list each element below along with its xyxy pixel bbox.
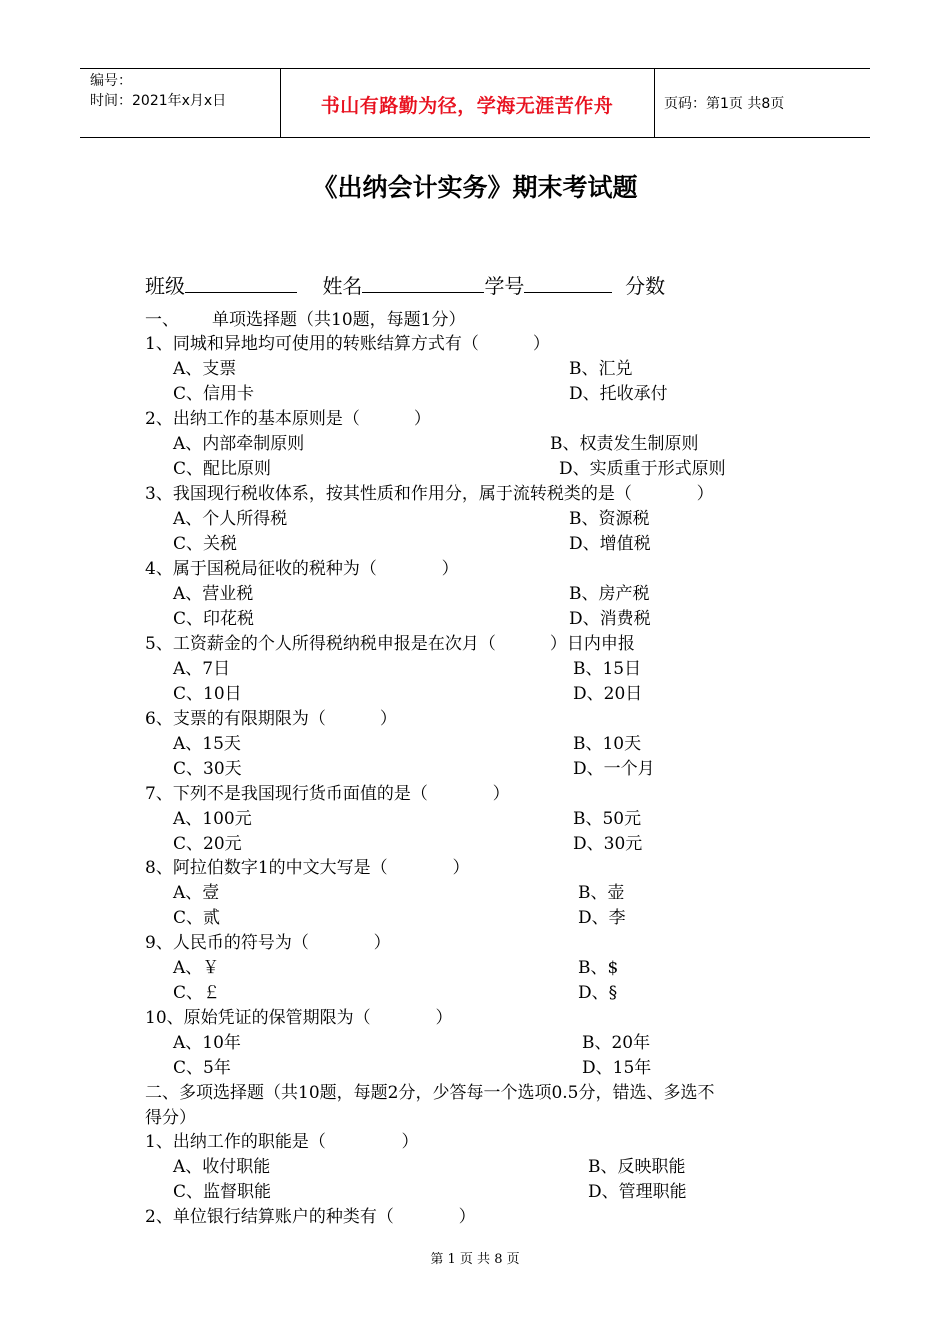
question-text: 4、属于国税局征收的税种为（ ） [145,559,459,579]
option-a: A、内部牵制原则 [173,434,305,454]
option-d: D、消费税 [569,609,651,629]
question-text: 6、支票的有限期限为（ ） [145,709,397,729]
header-divider [654,69,655,137]
class-label: 班级 [145,274,185,298]
option-a: A、￥ [173,958,220,978]
option-c: C、信用卡 [173,384,255,404]
option-b: B、10天 [573,734,642,754]
option-c: C、10日 [173,684,242,704]
section1-number: 一、 [145,310,179,330]
question-text: 5、工资薪金的个人所得税纳税申报是在次月（ ）日内申报 [145,634,635,654]
option-b: B、$ [578,958,619,978]
option-a: A、15天 [173,734,241,754]
option-b: B、20年 [582,1033,651,1053]
option-a: A、10年 [173,1033,241,1053]
option-d: D、15年 [582,1058,652,1078]
question-text: 1、同城和异地均可使用的转账结算方式有（ ） [145,334,550,354]
option-d: D、李 [578,908,626,928]
name-label: 姓名 [322,274,363,298]
option-d: D、托收承付 [569,384,668,404]
exam-title: 《出纳会计实务》期末考试题 [312,173,638,202]
option-b: B、壶 [578,883,625,903]
option-b: B、权责发生制原则 [550,434,699,454]
option-a: A、壹 [173,883,220,903]
option-b: B、资源税 [569,509,650,529]
option-c: C、30天 [173,759,242,779]
question-text: 10、原始凭证的保管期限为（ ） [145,1008,453,1028]
class-blank[interactable] [185,272,297,293]
question-text: 1、出纳工作的职能是（ ） [145,1132,419,1152]
option-d: D、实质重于形式原则 [559,459,726,479]
option-c: C、配比原则 [173,459,272,479]
option-c: C、￡ [173,983,221,1003]
option-a: A、个人所得税 [173,509,288,529]
header-page-info: 页码：第1页 共8页 [664,96,785,112]
page-footer: 第 1 页 共 8 页 [430,1252,520,1267]
question-text: 2、出纳工作的基本原则是（ ） [145,409,431,429]
question-text: 9、人民币的符号为（ ） [145,933,391,953]
header-motto: 书山有路勤为径，学海无涯苦作舟 [320,95,614,117]
section2-heading-cont: 得分） [145,1108,196,1128]
option-c: C、贰 [173,908,221,928]
option-b: B、15日 [573,659,642,679]
question-text: 8、阿拉伯数字1的中文大写是（ ） [145,858,470,878]
option-d: D、管理职能 [588,1182,687,1202]
option-d: D、§ [578,983,618,1003]
section2-heading: 二、多项选择题（共10题，每题2分，少答每一个选项0.5分，错选、多选不 [145,1083,715,1103]
option-c: C、监督职能 [173,1182,272,1202]
score-label: 分数 [625,274,666,298]
id-label: 学号 [484,274,525,298]
option-d: D、增值税 [569,534,651,554]
option-b: B、房产税 [569,584,650,604]
question-text: 2、单位银行结算账户的种类有（ ） [145,1207,476,1227]
header-left [90,71,226,111]
option-c: C、5年 [173,1058,231,1078]
question-text: 3、我国现行税收体系，按其性质和作用分，属于流转税类的是（ ） [145,484,714,504]
option-d: D、20日 [573,684,643,704]
option-b: B、50元 [573,809,642,829]
option-d: D、30元 [573,834,643,854]
option-a: A、100元 [173,809,252,829]
time-label: 时间：2021年x月x日 [90,93,227,109]
option-a: A、7日 [173,659,231,679]
student-info-line [145,270,665,299]
option-b: B、汇兑 [569,359,633,379]
id-blank[interactable] [524,272,612,293]
option-b: B、反映职能 [588,1157,686,1177]
name-blank[interactable] [362,272,484,293]
option-a: A、支票 [173,359,237,379]
option-d: D、一个月 [573,759,655,779]
option-c: C、20元 [173,834,242,854]
section1-heading: 单项选择题（共10题，每题1分） [212,310,466,330]
option-a: A、收付职能 [173,1157,271,1177]
option-c: C、关税 [173,534,238,554]
option-a: A、营业税 [173,584,254,604]
option-c: C、印花税 [173,609,255,629]
question-text: 7、下列不是我国现行货币面值的是（ ） [145,784,510,804]
number-label: 编号： [90,73,132,89]
header-table [80,68,870,138]
